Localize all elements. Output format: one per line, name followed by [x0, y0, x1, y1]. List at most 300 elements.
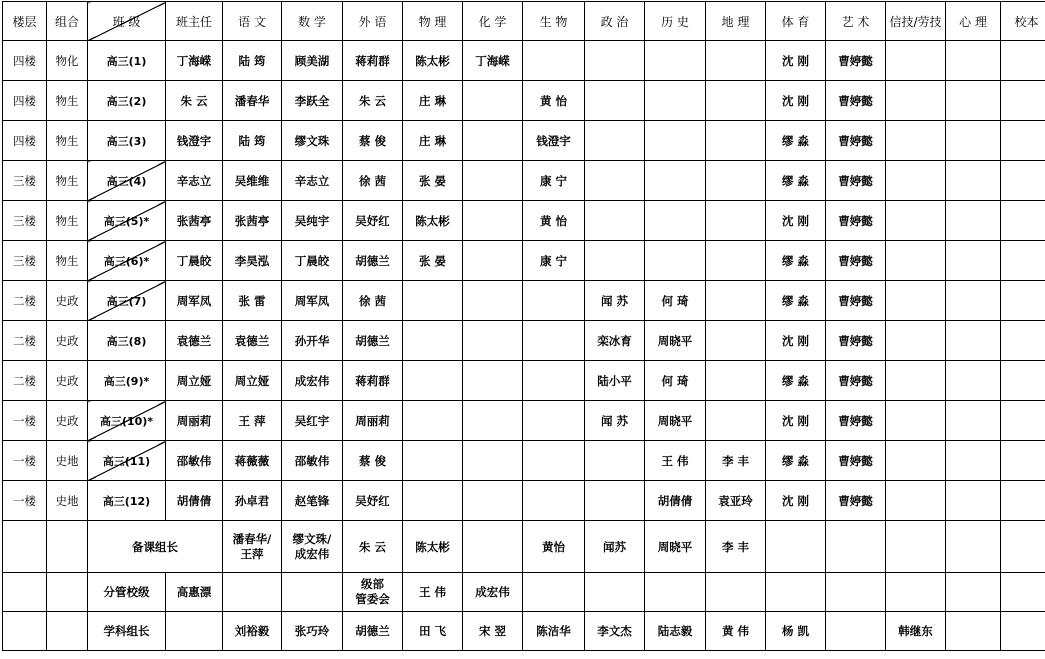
class-row: [3, 201, 1045, 241]
table-cell: [946, 481, 1001, 521]
table-cell: [645, 201, 706, 241]
table-cell: [645, 41, 706, 81]
table-cell: 康 宁: [523, 241, 585, 281]
table-cell: 王 伟: [645, 441, 706, 481]
table-cell: [463, 441, 523, 481]
table-cell: 康 宁: [523, 161, 585, 201]
table-cell: [463, 361, 523, 401]
table-cell: [946, 241, 1001, 281]
table-cell: 张茜亭: [166, 201, 223, 241]
table-cell: 史政: [47, 361, 88, 401]
table-cell: 沈 刚: [766, 401, 826, 441]
class-row: [3, 281, 1045, 321]
table-cell: 沈 刚: [766, 481, 826, 521]
table-cell: 物生: [47, 161, 88, 201]
principal-label: 分管校级: [88, 573, 166, 612]
table-cell: [946, 401, 1001, 441]
table-cell: [585, 41, 645, 81]
header-chemistry: 化 学: [463, 2, 523, 41]
table-cell: [463, 321, 523, 361]
class-name-cell: 高三(4): [88, 161, 166, 201]
header-pe: 体 育: [766, 2, 826, 41]
table-cell: 徐 茜: [343, 281, 403, 321]
table-cell: 周军凤: [166, 281, 223, 321]
table-cell: 物生: [47, 241, 88, 281]
table-cell: [403, 361, 463, 401]
principal-physics: 王 伟: [403, 573, 463, 612]
table-cell: 蒋莉群: [343, 361, 403, 401]
cell: [3, 521, 47, 573]
table-cell: [463, 201, 523, 241]
table-cell: 缪 淼: [766, 161, 826, 201]
leader-english: 胡德兰: [343, 612, 403, 651]
table-cell: [585, 81, 645, 121]
table-cell: [403, 401, 463, 441]
cell: [47, 521, 88, 573]
class-row: [3, 41, 1045, 81]
principal-english: 级部 管委会: [343, 573, 403, 612]
table-cell: 物生: [47, 201, 88, 241]
class-name-cell: 高三(3): [88, 121, 166, 161]
table-cell: 曹婷懿: [826, 321, 886, 361]
table-cell: 钱澄宇: [523, 121, 585, 161]
cell: [1001, 573, 1045, 612]
header-english: 外 语: [343, 2, 403, 41]
table-cell: 二楼: [3, 321, 47, 361]
header-combo: 组合: [47, 2, 88, 41]
class-row: [3, 321, 1045, 361]
class-name-cell: 高三(1): [88, 41, 166, 81]
table-cell: 胡德兰: [343, 321, 403, 361]
table-cell: 曹婷懿: [826, 401, 886, 441]
table-cell: 曹婷懿: [826, 41, 886, 81]
table-cell: 王 萍: [223, 401, 282, 441]
cell: [946, 612, 1001, 651]
cell: [766, 521, 826, 573]
class-row: [3, 441, 1045, 481]
table-cell: [523, 41, 585, 81]
table-cell: 陆小平: [585, 361, 645, 401]
table-cell: 胡德兰: [343, 241, 403, 281]
cell: [766, 573, 826, 612]
table-cell: 周军凤: [282, 281, 343, 321]
table-cell: 吴红宇: [282, 401, 343, 441]
table-cell: [886, 161, 946, 201]
cell: [645, 573, 706, 612]
subject-leader-label: 学科组长: [88, 612, 166, 651]
leader-math: 张巧玲: [282, 612, 343, 651]
table-cell: 蔡 俊: [343, 441, 403, 481]
table-cell: [886, 81, 946, 121]
cell: [3, 573, 47, 612]
table-cell: 成宏伟: [282, 361, 343, 401]
table-cell: [946, 361, 1001, 401]
header-head-teacher: 班主任: [166, 2, 223, 41]
table-cell: 孙卓君: [223, 481, 282, 521]
prep-english: 朱 云: [343, 521, 403, 573]
class-row: [3, 241, 1045, 281]
table-cell: 陆 筠: [223, 121, 282, 161]
table-cell: [585, 121, 645, 161]
table-cell: 蔡 俊: [343, 121, 403, 161]
leader-physics: 田 飞: [403, 612, 463, 651]
table-cell: [585, 481, 645, 521]
table-cell: [463, 241, 523, 281]
table-cell: [706, 121, 766, 161]
class-row: [3, 401, 1045, 441]
cell: [886, 573, 946, 612]
table-cell: [523, 441, 585, 481]
table-cell: [1001, 161, 1045, 201]
table-cell: 物生: [47, 121, 88, 161]
table-cell: 史政: [47, 281, 88, 321]
table-cell: 庄 琳: [403, 81, 463, 121]
class-name-cell: 高三(6)*: [88, 241, 166, 281]
cell: [223, 573, 282, 612]
cell: [826, 521, 886, 573]
class-name-cell: 高三(11): [88, 441, 166, 481]
table-cell: [706, 41, 766, 81]
table-cell: 沈 刚: [766, 41, 826, 81]
cell: [886, 521, 946, 573]
table-cell: [706, 241, 766, 281]
leader-chemistry: 宋 翌: [463, 612, 523, 651]
table-cell: 吴纯宇: [282, 201, 343, 241]
table-cell: [403, 281, 463, 321]
table-cell: 曹婷懿: [826, 441, 886, 481]
table-cell: [946, 201, 1001, 241]
table-cell: 缪 淼: [766, 441, 826, 481]
table-cell: 二楼: [3, 361, 47, 401]
table-cell: [645, 161, 706, 201]
principal-row: [3, 573, 1045, 612]
prep-politics: 闻苏: [585, 521, 645, 573]
table-cell: 曹婷懿: [826, 481, 886, 521]
leader-biology: 陈洁华: [523, 612, 585, 651]
cell: [1001, 612, 1045, 651]
table-cell: 陈太彬: [403, 201, 463, 241]
class-name-cell: 高三(5)*: [88, 201, 166, 241]
table-cell: [886, 121, 946, 161]
table-cell: [1001, 41, 1045, 81]
table-cell: 曹婷懿: [826, 121, 886, 161]
table-cell: 赵笔锋: [282, 481, 343, 521]
table-cell: 胡倩倩: [166, 481, 223, 521]
table-cell: [1001, 241, 1045, 281]
prep-math: 缪文珠/ 成宏伟: [282, 521, 343, 573]
table-cell: 曹婷懿: [826, 81, 886, 121]
table-cell: [1001, 81, 1045, 121]
table-cell: 蒋莉群: [343, 41, 403, 81]
table-cell: [463, 401, 523, 441]
table-cell: 张 雷: [223, 281, 282, 321]
table-cell: 胡倩倩: [645, 481, 706, 521]
table-cell: 邵敏伟: [166, 441, 223, 481]
teacher-assignment-table: [2, 1, 1045, 651]
leader-politics: 李文杰: [585, 612, 645, 651]
table-cell: 李 丰: [706, 441, 766, 481]
cell: [47, 573, 88, 612]
table-cell: [1001, 401, 1045, 441]
principal-head: 高惠漂: [166, 573, 223, 612]
table-cell: 周立娅: [223, 361, 282, 401]
table-cell: 钱澄宇: [166, 121, 223, 161]
table-cell: 袁德兰: [166, 321, 223, 361]
table-cell: 李跃全: [282, 81, 343, 121]
prep-geography: 李 丰: [706, 521, 766, 573]
header-chinese: 语 文: [223, 2, 282, 41]
table-cell: 吴维维: [223, 161, 282, 201]
table-cell: 李昊泓: [223, 241, 282, 281]
leader-pe: 杨 凯: [766, 612, 826, 651]
header-history: 历 史: [645, 2, 706, 41]
table-cell: 史政: [47, 321, 88, 361]
subject-leader-row: [3, 612, 1045, 651]
table-cell: 丁晨皎: [166, 241, 223, 281]
class-name-cell: 高三(8): [88, 321, 166, 361]
prep-chemistry: [463, 521, 523, 573]
cell: [706, 573, 766, 612]
table-cell: [463, 481, 523, 521]
table-cell: 袁亚玲: [706, 481, 766, 521]
table-cell: 缪 淼: [766, 121, 826, 161]
class-row: [3, 121, 1045, 161]
table-cell: [585, 201, 645, 241]
table-cell: 何 琦: [645, 361, 706, 401]
table-cell: [706, 401, 766, 441]
table-cell: [886, 361, 946, 401]
table-cell: 周晓平: [645, 401, 706, 441]
table-cell: [1001, 481, 1045, 521]
table-cell: [403, 321, 463, 361]
table-cell: [463, 81, 523, 121]
table-cell: 邵敏伟: [282, 441, 343, 481]
class-name-cell: 高三(2): [88, 81, 166, 121]
table-cell: [585, 441, 645, 481]
table-cell: 朱 云: [166, 81, 223, 121]
table-cell: 陈太彬: [403, 41, 463, 81]
prep-history: 周晓平: [645, 521, 706, 573]
table-cell: [1001, 281, 1045, 321]
table-cell: 袁德兰: [223, 321, 282, 361]
table-cell: 周晓平: [645, 321, 706, 361]
class-name-cell: 高三(9)*: [88, 361, 166, 401]
table-cell: [946, 441, 1001, 481]
class-row: [3, 161, 1045, 201]
table-cell: 孙开华: [282, 321, 343, 361]
header-politics: 政 治: [585, 2, 645, 41]
table-cell: 闻 苏: [585, 401, 645, 441]
table-cell: [403, 481, 463, 521]
table-cell: 一楼: [3, 441, 47, 481]
table-cell: 沈 刚: [766, 81, 826, 121]
class-row: [3, 481, 1045, 521]
table-cell: [886, 441, 946, 481]
leader-it: 韩继东: [886, 612, 946, 651]
table-cell: 顾美湖: [282, 41, 343, 81]
cell: [826, 573, 886, 612]
header-math: 数 学: [282, 2, 343, 41]
table-cell: 曹婷懿: [826, 201, 886, 241]
table-cell: [946, 161, 1001, 201]
header-school-course: 校本: [1001, 2, 1045, 41]
table-cell: 二楼: [3, 281, 47, 321]
table-cell: [1001, 201, 1045, 241]
table-cell: [886, 401, 946, 441]
table-cell: 何 琦: [645, 281, 706, 321]
table-cell: [523, 401, 585, 441]
table-cell: 曹婷懿: [826, 241, 886, 281]
cell: [946, 573, 1001, 612]
table-cell: [946, 81, 1001, 121]
table-cell: 庄 琳: [403, 121, 463, 161]
prep-chinese: 潘春华/ 王萍: [223, 521, 282, 573]
class-row: [3, 361, 1045, 401]
header-class: 班 级: [88, 2, 166, 41]
table-cell: 史地: [47, 481, 88, 521]
table-cell: 蒋薇薇: [223, 441, 282, 481]
table-cell: 张 晏: [403, 241, 463, 281]
table-cell: 闻 苏: [585, 281, 645, 321]
table-cell: 周丽莉: [166, 401, 223, 441]
table-cell: [1001, 121, 1045, 161]
table-cell: [463, 281, 523, 321]
table-cell: 缪文珠: [282, 121, 343, 161]
prep-physics: 陈太彬: [403, 521, 463, 573]
table-cell: [1001, 321, 1045, 361]
cell: [166, 612, 223, 651]
principal-chemistry: 成宏伟: [463, 573, 523, 612]
prep-leader-label: 备课组长: [88, 521, 223, 573]
table-cell: 张 晏: [403, 161, 463, 201]
table-cell: 丁海嵘: [463, 41, 523, 81]
cell: [47, 612, 88, 651]
table-cell: 缪 淼: [766, 281, 826, 321]
table-cell: [706, 321, 766, 361]
table-cell: [463, 121, 523, 161]
cell: [282, 573, 343, 612]
table-cell: 丁海嵘: [166, 41, 223, 81]
table-cell: [706, 361, 766, 401]
table-cell: 沈 刚: [766, 201, 826, 241]
table-cell: [585, 161, 645, 201]
table-cell: [523, 361, 585, 401]
table-cell: 黄 怡: [523, 81, 585, 121]
table-cell: 辛志立: [282, 161, 343, 201]
table-cell: 栾冰育: [585, 321, 645, 361]
table-cell: 周立娅: [166, 361, 223, 401]
table-cell: [946, 321, 1001, 361]
header-art: 艺 术: [826, 2, 886, 41]
cell: [523, 573, 585, 612]
table-cell: 四楼: [3, 121, 47, 161]
table-cell: 朱 云: [343, 81, 403, 121]
table-cell: [523, 481, 585, 521]
table-cell: 三楼: [3, 161, 47, 201]
table-cell: 缪 淼: [766, 241, 826, 281]
table-cell: 周丽莉: [343, 401, 403, 441]
table-cell: [706, 281, 766, 321]
table-cell: [886, 241, 946, 281]
leader-history: 陆志毅: [645, 612, 706, 651]
table-cell: [946, 281, 1001, 321]
table-cell: 四楼: [3, 41, 47, 81]
table-cell: [523, 321, 585, 361]
table-cell: [886, 281, 946, 321]
cell: [585, 573, 645, 612]
table-cell: [946, 121, 1001, 161]
table-cell: [523, 281, 585, 321]
table-cell: [1001, 441, 1045, 481]
table-cell: 丁晨皎: [282, 241, 343, 281]
cell: [946, 521, 1001, 573]
header-geography: 地 理: [706, 2, 766, 41]
header-floor: 楼层: [3, 2, 47, 41]
table-cell: 吴妤红: [343, 201, 403, 241]
table-cell: 黄 怡: [523, 201, 585, 241]
table-cell: 物化: [47, 41, 88, 81]
table-cell: 徐 茜: [343, 161, 403, 201]
table-cell: [585, 241, 645, 281]
table-cell: 陆 筠: [223, 41, 282, 81]
table-cell: 缪 淼: [766, 361, 826, 401]
table-cell: 一楼: [3, 481, 47, 521]
table-cell: [463, 161, 523, 201]
header-biology: 生 物: [523, 2, 585, 41]
header-it: 信技/劳技: [886, 2, 946, 41]
table-cell: 曹婷懿: [826, 161, 886, 201]
table-cell: 张茜亭: [223, 201, 282, 241]
table-cell: [403, 441, 463, 481]
table-cell: [886, 41, 946, 81]
class-name-cell: 高三(12): [88, 481, 166, 521]
table-cell: [645, 121, 706, 161]
class-name-cell: 高三(7): [88, 281, 166, 321]
table-cell: 曹婷懿: [826, 361, 886, 401]
table-cell: 辛志立: [166, 161, 223, 201]
table-cell: [706, 81, 766, 121]
table-cell: 史地: [47, 441, 88, 481]
table-cell: 三楼: [3, 201, 47, 241]
table-cell: [946, 41, 1001, 81]
table-cell: 物生: [47, 81, 88, 121]
table-cell: 曹婷懿: [826, 281, 886, 321]
table-cell: 史政: [47, 401, 88, 441]
prep-biology: 黄怡: [523, 521, 585, 573]
table-cell: [886, 481, 946, 521]
class-name-cell: 高三(10)*: [88, 401, 166, 441]
prep-leader-row: [3, 521, 1045, 573]
header-psychology: 心 理: [946, 2, 1001, 41]
cell: [1001, 521, 1045, 573]
table-cell: [706, 161, 766, 201]
header-physics: 物 理: [403, 2, 463, 41]
table-cell: [706, 201, 766, 241]
table-cell: 三楼: [3, 241, 47, 281]
table-cell: 四楼: [3, 81, 47, 121]
table-cell: [886, 321, 946, 361]
table-cell: 吴妤红: [343, 481, 403, 521]
leader-chinese: 刘裕毅: [223, 612, 282, 651]
table-cell: [645, 241, 706, 281]
class-row: [3, 81, 1045, 121]
table-cell: 潘春华: [223, 81, 282, 121]
table-cell: 沈 刚: [766, 321, 826, 361]
cell: [826, 612, 886, 651]
leader-geography: 黄 伟: [706, 612, 766, 651]
header-row: [3, 2, 1045, 41]
table-cell: [886, 201, 946, 241]
